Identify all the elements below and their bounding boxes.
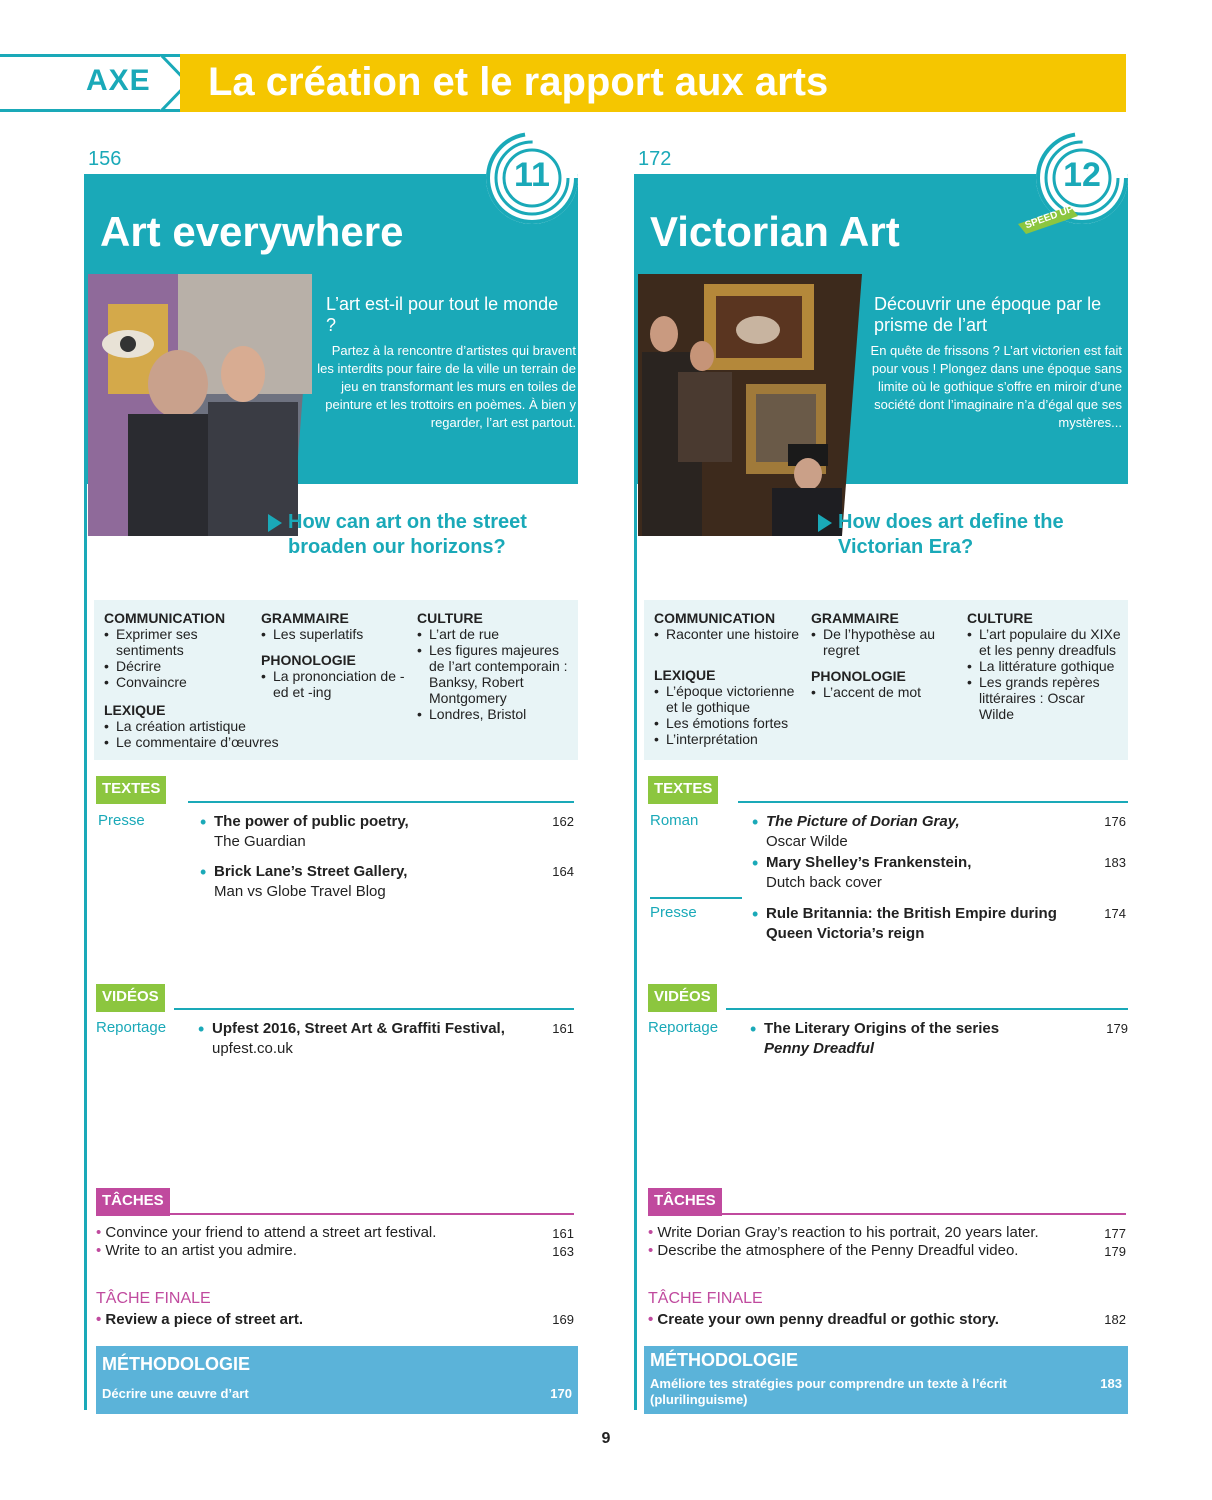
taches-tag: TÂCHES [648, 1188, 722, 1216]
play-arrow-icon [818, 514, 832, 532]
task-text: Convince your friend to attend a street art festival. [105, 1224, 437, 1241]
skills-box [644, 600, 1128, 760]
unit-title: Art everywhere [100, 208, 404, 255]
skill-heading: COMMUNICATION [104, 610, 226, 626]
unit-intro: En quête de frissons ? L’art victorien est fait pour vous ! Plongez dans une époque sans limite où le gothique s’offre en miroir d’une société dont l’imaginaire n’a d’égal que ses mystères... [870, 343, 1122, 430]
skill-communication [104, 610, 254, 690]
skill-lexique [104, 702, 304, 750]
unit-intro: Partez à la rencontre d’artistes qui bravent les interdits pour faire de la ville un terrain de jeu en transformant les murs en toiles de peinture et les trottoirs en poèmes. À bien y regarder, l’art est partout. [317, 343, 576, 430]
unit-question-head: L’art est-il pour tout le monde ? [326, 294, 559, 335]
videos-tag: VIDÉOS [648, 984, 717, 1012]
entry-title: Upfest 2016, Street Art & Graffiti Festival, [212, 1020, 505, 1037]
section-rule [168, 1213, 574, 1215]
textes-tag: TEXTES [648, 776, 718, 804]
entry-source: Oscar Wilde [766, 833, 848, 850]
entry-source: Dutch back cover [766, 874, 882, 891]
list-item[interactable] [750, 1019, 1084, 1059]
skill-culture [417, 610, 572, 722]
skill-heading: COMMUNICATION [654, 610, 776, 626]
speed-up-badge [1018, 203, 1078, 236]
unit-page-number: 156 [88, 148, 122, 170]
taches-tag: TÂCHES [96, 1188, 170, 1216]
list-item[interactable] [200, 812, 534, 852]
task-text: Review a piece of street art. [105, 1311, 304, 1328]
victorian-painting-photo [638, 274, 862, 536]
task-page: 161 [552, 1226, 574, 1241]
problematic-text: How does art define the Victorian Era? [838, 511, 1064, 558]
section-rule [188, 801, 574, 803]
skill-heading: CULTURE [967, 610, 1033, 626]
task-page: 163 [552, 1244, 574, 1259]
task-page: 177 [1104, 1226, 1126, 1241]
skill-grammaire [261, 610, 411, 642]
skill-item: • L’interprétation [654, 731, 806, 747]
skill-heading: GRAMMAIRE [811, 610, 899, 626]
skill-item: • L’accent de mot [811, 684, 956, 700]
final-task: • Create your own penny dreadful or gothic story. [648, 1311, 999, 1328]
task-text: Write to an artist you admire. [105, 1242, 297, 1259]
category-label: Reportage [648, 1019, 719, 1036]
unit-11-column [84, 148, 629, 1418]
methodologie-text: Décrire une œuvre d’art [102, 1386, 249, 1401]
final-task-label: TÂCHE FINALE [96, 1290, 211, 1307]
skill-item: • Raconter une histoire [654, 626, 804, 642]
skill-communication [654, 610, 804, 642]
axe-title: La création et le rapport aux arts [208, 60, 829, 104]
bullet-icon: • [752, 853, 759, 873]
skill-item: • Londres, Bristol [417, 706, 572, 722]
skill-item: • La littérature gothique [967, 658, 1122, 674]
unit-page-number: 172 [638, 148, 672, 170]
section-rule [738, 801, 1128, 803]
entry-title: The Literary Origins of the series [764, 1020, 1000, 1037]
skill-item: • Décrire [104, 658, 254, 674]
problematic-text: How can art on the street broaden our horizons? [288, 511, 527, 558]
bullet-icon: • [750, 1019, 757, 1039]
axe-header [0, 54, 1126, 112]
videos-tag: VIDÉOS [96, 984, 165, 1012]
skill-item: • Le commentaire d’œuvres [104, 734, 304, 750]
skill-culture [967, 610, 1122, 722]
category-label: Reportage [96, 1019, 167, 1036]
task-page: 182 [1104, 1312, 1126, 1327]
skill-heading: LEXIQUE [104, 702, 166, 718]
unit-question-head: Découvrir une époque par le prisme de l’art [874, 294, 1102, 335]
list-item[interactable] [752, 904, 1086, 944]
skill-item: • L’art de rue [417, 626, 572, 642]
unit-number: 11 [514, 156, 550, 194]
task-text: Describe the atmosphere of the Penny Dreadful video. [657, 1242, 1019, 1259]
skill-item: • Les figures majeures de l’art contemporain : Banksy, Robert Montgomery [417, 642, 572, 706]
skill-item: • L’art populaire du XIXe et les penny dreadfuls [967, 626, 1122, 658]
axe-label: AXE [86, 64, 151, 97]
final-task: • Review a piece of street art. [96, 1311, 304, 1328]
speed-up-label: SPEED UP [1023, 203, 1075, 232]
task-item: • Write to an artist you admire. [96, 1242, 297, 1259]
methodologie-box[interactable] [644, 1346, 1128, 1414]
entry-title: Rule Britannia: the British Empire during [766, 905, 1057, 922]
category-label: Presse [98, 812, 145, 829]
skill-phonologie [811, 668, 956, 700]
footer-page-number: 9 [601, 1430, 611, 1447]
entry-title: The power of public poetry, [214, 813, 409, 830]
skill-item: • La prononciation de -ed et -ing [261, 668, 411, 700]
task-text: Write Dorian Gray’s reaction to his portrait, 20 years later. [657, 1224, 1039, 1241]
unit-number-badge [482, 128, 582, 228]
skill-item: • L’époque victorienne et le gothique [654, 683, 806, 715]
entry-page: 161 [552, 1021, 574, 1036]
skill-item: • Convaincre [104, 674, 254, 690]
list-item[interactable] [752, 812, 1086, 852]
skill-grammaire [811, 610, 956, 658]
unit-title: Victorian Art [650, 208, 900, 255]
methodologie-page: 183 [1100, 1376, 1122, 1391]
section-rule [174, 1008, 574, 1010]
unit-problematic [838, 510, 1128, 560]
list-item[interactable] [198, 1019, 532, 1059]
skill-heading: GRAMMAIRE [261, 610, 349, 626]
task-text: Create your own penny dreadful or gothic story. [657, 1311, 999, 1328]
entry-title: The Picture of Dorian Gray, [766, 813, 960, 830]
section-rule [726, 1008, 1128, 1010]
entry-source: Man vs Globe Travel Blog [214, 883, 386, 900]
entry-source: upfest.co.uk [212, 1040, 293, 1057]
category-label: Roman [650, 812, 699, 829]
final-task-label: TÂCHE FINALE [648, 1290, 763, 1307]
skill-item: • Les grands repères littéraires : Oscar Wilde [967, 674, 1122, 722]
street-art-photo [88, 274, 312, 536]
task-page: 179 [1104, 1244, 1126, 1259]
bullet-icon: • [752, 904, 759, 924]
entry-source: The Guardian [214, 833, 306, 850]
skill-item: • Les émotions fortes [654, 715, 806, 731]
task-item: • Describe the atmosphere of the Penny Dreadful video. [648, 1242, 1019, 1259]
list-item[interactable] [200, 862, 534, 902]
unit-number: 12 [1063, 156, 1101, 194]
methodologie-title: MÉTHODOLOGIE [102, 1354, 250, 1374]
entry-source: Queen Victoria’s reign [766, 925, 925, 942]
task-item: • Convince your friend to attend a street art festival. [96, 1224, 437, 1241]
skill-phonologie [261, 652, 411, 700]
section-rule [720, 1213, 1126, 1215]
methodologie-text: Améliore tes stratégies pour comprendre un texte à l’écrit (plurilinguisme) [650, 1376, 1007, 1407]
skill-heading: CULTURE [417, 610, 483, 626]
skill-item: • Exprimer ses sentiments [104, 626, 254, 658]
list-item[interactable] [752, 853, 1086, 893]
play-arrow-icon [268, 514, 282, 532]
entry-page: 176 [1104, 814, 1126, 829]
entry-page: 162 [552, 814, 574, 829]
bullet-icon: • [752, 812, 759, 832]
entry-page: 179 [1106, 1021, 1128, 1036]
skill-item: • La création artistique [104, 718, 304, 734]
entry-title: Brick Lane’s Street Gallery, [214, 863, 408, 880]
unit-problematic [288, 510, 578, 560]
skills-box [94, 600, 578, 760]
skill-item: • De l’hypothèse au regret [811, 626, 956, 658]
skill-heading: LEXIQUE [654, 667, 716, 683]
entry-page: 183 [1104, 855, 1126, 870]
category-rule [650, 897, 742, 899]
textes-tag: TEXTES [96, 776, 166, 804]
entry-page: 174 [1104, 906, 1126, 921]
skill-heading: PHONOLOGIE [811, 668, 906, 684]
entry-source: Penny Dreadful [764, 1040, 875, 1057]
task-page: 169 [552, 1312, 574, 1327]
methodologie-page: 170 [550, 1386, 572, 1401]
methodologie-title: MÉTHODOLOGIE [650, 1350, 798, 1370]
skill-heading: PHONOLOGIE [261, 652, 356, 668]
unit-12-column [634, 148, 1179, 1418]
entry-title: Mary Shelley’s Frankenstein, [766, 854, 972, 871]
category-label: Presse [650, 904, 697, 921]
entry-page: 164 [552, 864, 574, 879]
bullet-icon: • [200, 812, 207, 832]
skill-lexique [654, 667, 806, 747]
task-item: • Write Dorian Gray’s reaction to his portrait, 20 years later. [648, 1224, 1039, 1241]
skill-item: • Les superlatifs [261, 626, 411, 642]
bullet-icon: • [200, 862, 207, 882]
bullet-icon: • [198, 1019, 205, 1039]
methodologie-box[interactable] [96, 1346, 578, 1414]
